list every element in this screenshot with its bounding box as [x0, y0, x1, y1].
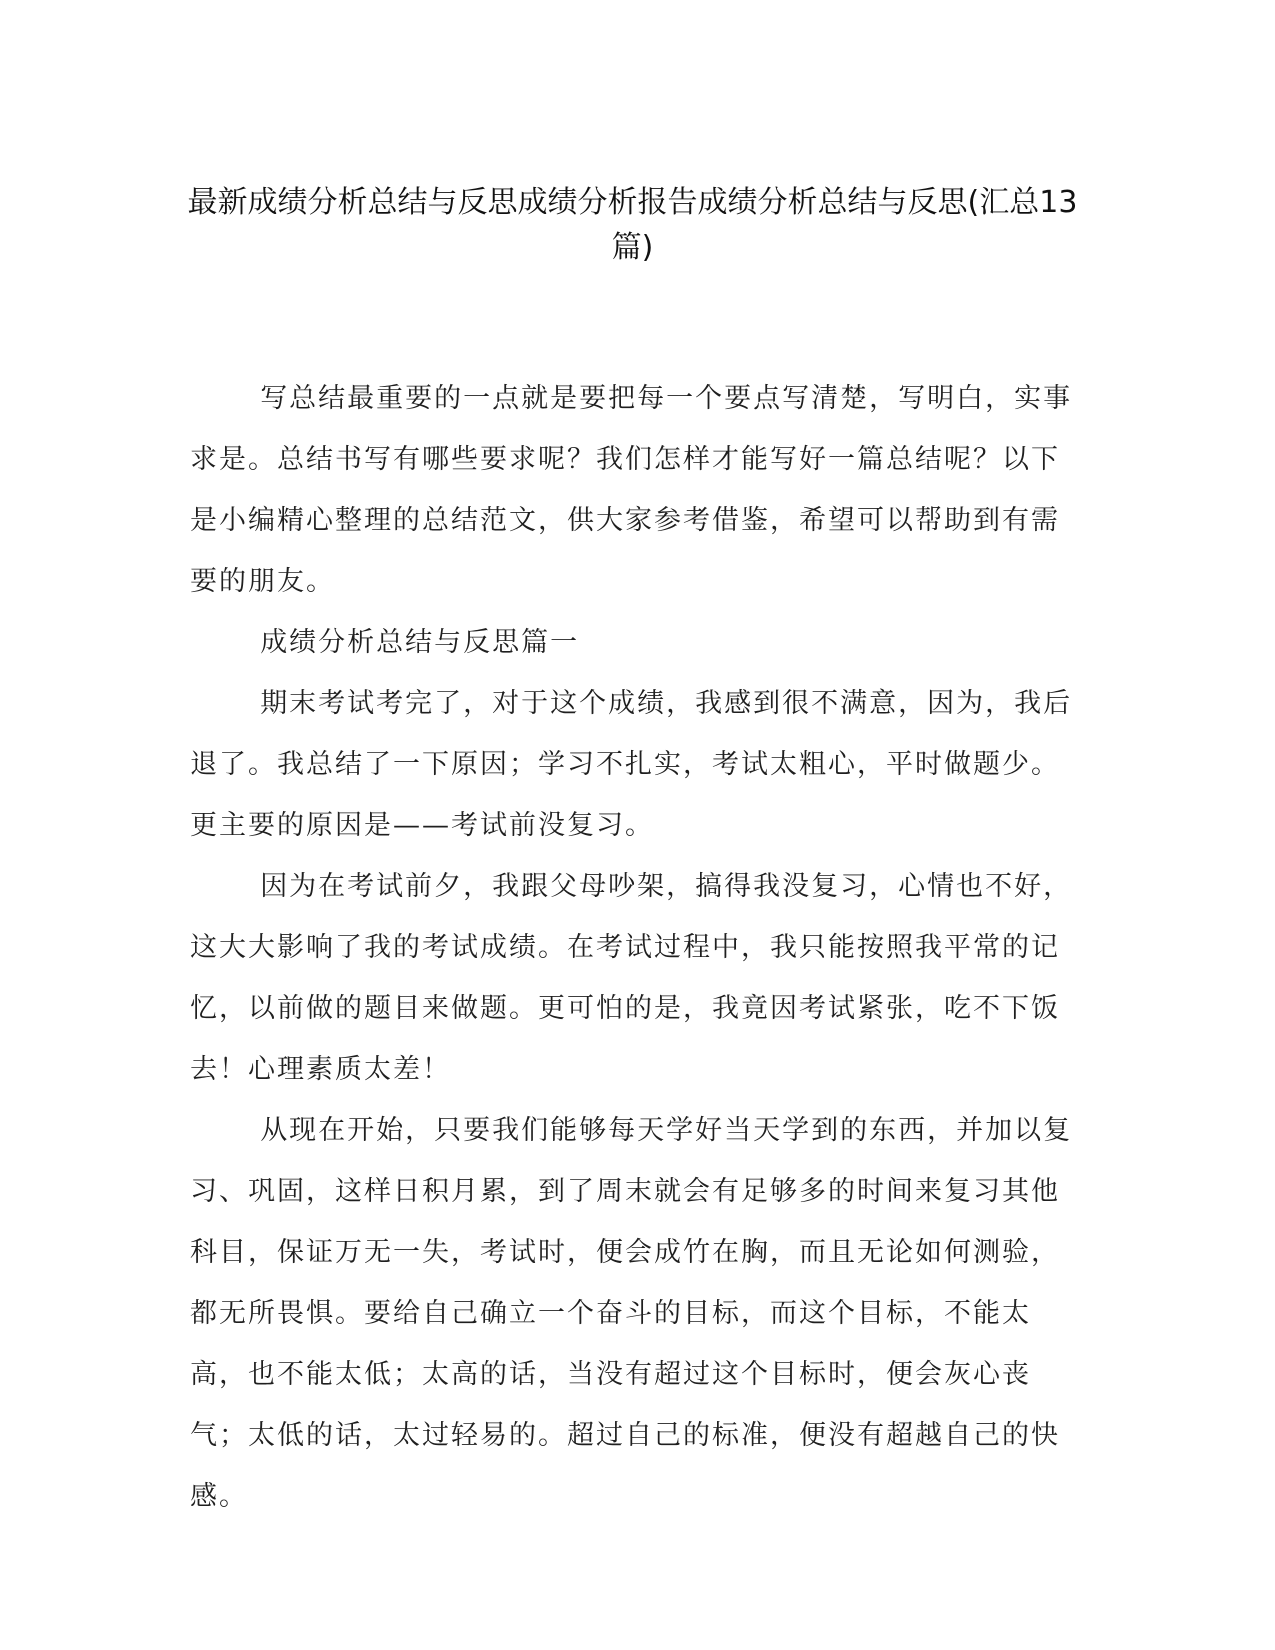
body-paragraph: 因为在考试前夕，我跟父母吵架，搞得我没复习，心情也不好，这大大影响了我的考试成绩。在考试过程中，我只能按照我平常的记忆，以前做的题目来做题。更可怕的是，我竟因考试紧张，吃不下饭去！心理素质太差！ [190, 871, 1073, 1085]
body-paragraph: 期末考试考完了，对于这个成绩，我感到很不满意，因为，我后退了。我总结了一下原因；学习不扎实，考试太粗心，平时做题少。更主要的原因是——考试前没复习。 [190, 688, 1073, 841]
intro-paragraph: 写总结最重要的一点就是要把每一个要点写清楚，写明白，实事求是。总结书写有哪些要求呢？我们怎样才能写好一篇总结呢？以下是小编精心整理的总结范文，供大家参考借鉴，希望可以帮助到有需要的朋友。 [190, 383, 1073, 597]
document-body [190, 368, 1075, 1527]
section-heading: 成绩分析总结与反思篇一 [260, 627, 580, 658]
document-title: 最新成绩分析总结与反思成绩分析报告成绩分析总结与反思(汇总13篇) [187, 185, 1078, 265]
body-paragraph: 从现在开始，只要我们能够每天学好当天学到的东西，并加以复习、巩固，这样日积月累，到了周末就会有足够多的时间来复习其他科目，保证万无一失，考试时，便会成竹在胸，而且无论如何测验，都无所畏惧。要给自己确立一个奋斗的目标，而这个目标，不能太高，也不能太低；太高的话，当没有超过这个目标时，便会灰心丧气；太低的话，太过轻易的。超过自己的标准，便没有超越自己的快感。 [190, 1115, 1073, 1512]
